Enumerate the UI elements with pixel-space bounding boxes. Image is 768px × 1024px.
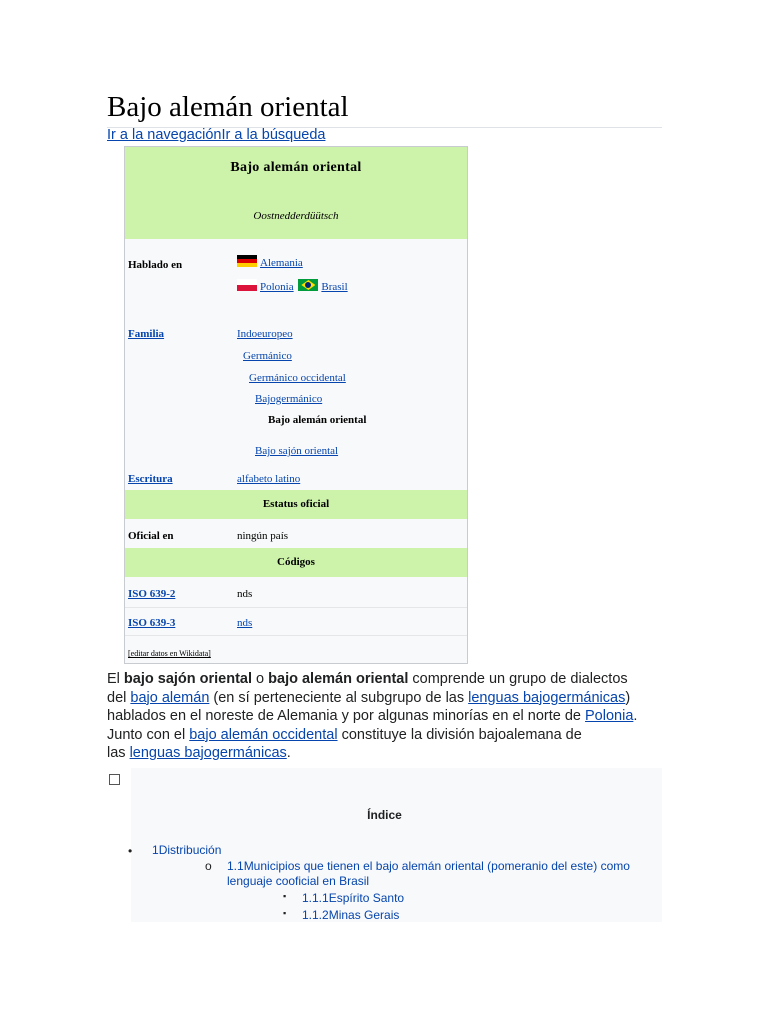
country-germany bbox=[237, 255, 303, 269]
toc-label: Distribución bbox=[158, 843, 222, 857]
bold-term: bajo sajón oriental bbox=[123, 671, 253, 687]
toc-bullet: o bbox=[205, 859, 212, 873]
codes-header: Códigos bbox=[277, 556, 315, 568]
edit-wikidata-link[interactable]: [editar datos en Wikidata] bbox=[128, 649, 211, 658]
low-germanic-languages-link[interactable]: lenguas bajogermánicas bbox=[129, 745, 287, 762]
text: hablados en el noreste de Alemania y por algunas minorías en el norte de bbox=[107, 708, 586, 725]
family-label-link[interactable]: Familia bbox=[128, 328, 165, 340]
infobox-native-name: Oostnedderdüütsch bbox=[253, 210, 339, 222]
family-item[interactable]: Bajogermánico bbox=[255, 393, 323, 405]
west-low-german-link[interactable]: bajo alemán occidental bbox=[189, 726, 338, 743]
infobox-title: Bajo alemán oriental bbox=[230, 160, 362, 175]
family-item[interactable]: Germánico bbox=[243, 350, 292, 362]
low-germanic-languages-link[interactable]: lenguas bajogermánicas bbox=[468, 689, 626, 706]
paragraph-line bbox=[107, 744, 667, 763]
family-item[interactable]: Indoeuropeo bbox=[237, 328, 293, 340]
iso2-label-link[interactable]: ISO 639-2 bbox=[128, 588, 176, 600]
toc-number: 1.1 bbox=[227, 859, 244, 873]
codes-band bbox=[125, 548, 467, 577]
text: ) bbox=[625, 689, 631, 706]
toc-number: 1 bbox=[152, 843, 159, 857]
language-infobox bbox=[124, 146, 468, 664]
page-title: Bajo alemán oriental bbox=[107, 90, 662, 128]
official-status-band bbox=[125, 490, 467, 519]
toc-number: 1.1.2 bbox=[302, 908, 329, 922]
family-item[interactable]: Germánico occidental bbox=[249, 372, 346, 384]
iso2-value: nds bbox=[237, 588, 253, 600]
country-link[interactable]: Brasil bbox=[321, 281, 348, 293]
toc-bullet: ▪ bbox=[283, 908, 287, 918]
toc-item-minas-gerais[interactable] bbox=[302, 908, 399, 923]
text: El bbox=[107, 671, 124, 687]
paragraph-line bbox=[107, 689, 667, 708]
text: del bbox=[107, 689, 131, 706]
text: las bbox=[107, 745, 130, 762]
poland-flag-icon bbox=[237, 279, 257, 291]
jump-links bbox=[107, 127, 325, 143]
text: . bbox=[633, 708, 638, 725]
bold-term: bajo alemán oriental bbox=[268, 671, 409, 687]
text: Junto con el bbox=[107, 726, 190, 743]
country-link[interactable]: Polonia bbox=[260, 281, 294, 293]
text: o bbox=[252, 671, 269, 687]
toc-label-continued: lenguaje cooficial en Brasil bbox=[227, 874, 370, 888]
poland-link[interactable]: Polonia bbox=[585, 708, 634, 725]
text: constituye la división bajoalemana de bbox=[337, 726, 582, 743]
official-status-header: Estatus oficial bbox=[262, 498, 330, 510]
toc-label: Municipios que tienen el bajo alemán oriental (pomeranio del este) como bbox=[243, 859, 630, 873]
infobox-divider bbox=[125, 607, 467, 608]
toc-label: Espírito Santo bbox=[328, 891, 405, 905]
script-value-link[interactable]: alfabeto latino bbox=[237, 473, 301, 485]
official-in-label: Oficial en bbox=[128, 530, 174, 542]
official-in-value: ningún país bbox=[237, 530, 289, 542]
family-item[interactable]: Bajo sajón oriental bbox=[255, 445, 339, 457]
toc-label: Minas Gerais bbox=[328, 908, 400, 922]
paragraph-line bbox=[107, 707, 667, 726]
low-german-link[interactable]: bajo alemán bbox=[130, 689, 210, 706]
text: comprende un grupo de dialectos bbox=[408, 671, 628, 687]
paragraph-line bbox=[107, 726, 667, 745]
germany-flag-icon bbox=[237, 255, 257, 267]
toc-item-espirito-santo[interactable] bbox=[302, 891, 404, 906]
text: (en sí perteneciente al subgrupo de las bbox=[209, 689, 469, 706]
toc-item-distribucion[interactable] bbox=[152, 843, 221, 858]
jump-to-navigation-link[interactable]: Ir a la navegación bbox=[107, 127, 222, 143]
script-label-link[interactable]: Escritura bbox=[128, 473, 173, 485]
spoken-in-label: Hablado en bbox=[128, 259, 183, 271]
infobox-header bbox=[125, 147, 467, 239]
table-of-contents bbox=[107, 768, 662, 922]
text: . bbox=[286, 745, 291, 762]
toc-title: Índice bbox=[367, 808, 402, 822]
brazil-flag-icon bbox=[298, 279, 318, 291]
country-poland-brazil bbox=[237, 279, 348, 293]
iso3-value-link[interactable]: nds bbox=[237, 617, 253, 629]
family-item-current: Bajo alemán oriental bbox=[268, 414, 367, 426]
toc-number: 1.1.1 bbox=[302, 891, 329, 905]
intro-paragraph bbox=[107, 670, 667, 763]
jump-to-search-link[interactable]: Ir a la búsqueda bbox=[221, 127, 326, 143]
toc-toggle-checkbox[interactable] bbox=[109, 774, 120, 785]
toc-bullet: • bbox=[128, 844, 133, 858]
toc-item-municipios[interactable] bbox=[227, 859, 657, 889]
infobox-divider bbox=[125, 635, 467, 636]
iso3-label-link[interactable]: ISO 639-3 bbox=[128, 617, 176, 629]
country-link[interactable]: Alemania bbox=[260, 257, 303, 269]
paragraph-line bbox=[107, 670, 667, 689]
toc-background-gap bbox=[107, 825, 131, 925]
toc-bullet: ▪ bbox=[283, 891, 287, 901]
